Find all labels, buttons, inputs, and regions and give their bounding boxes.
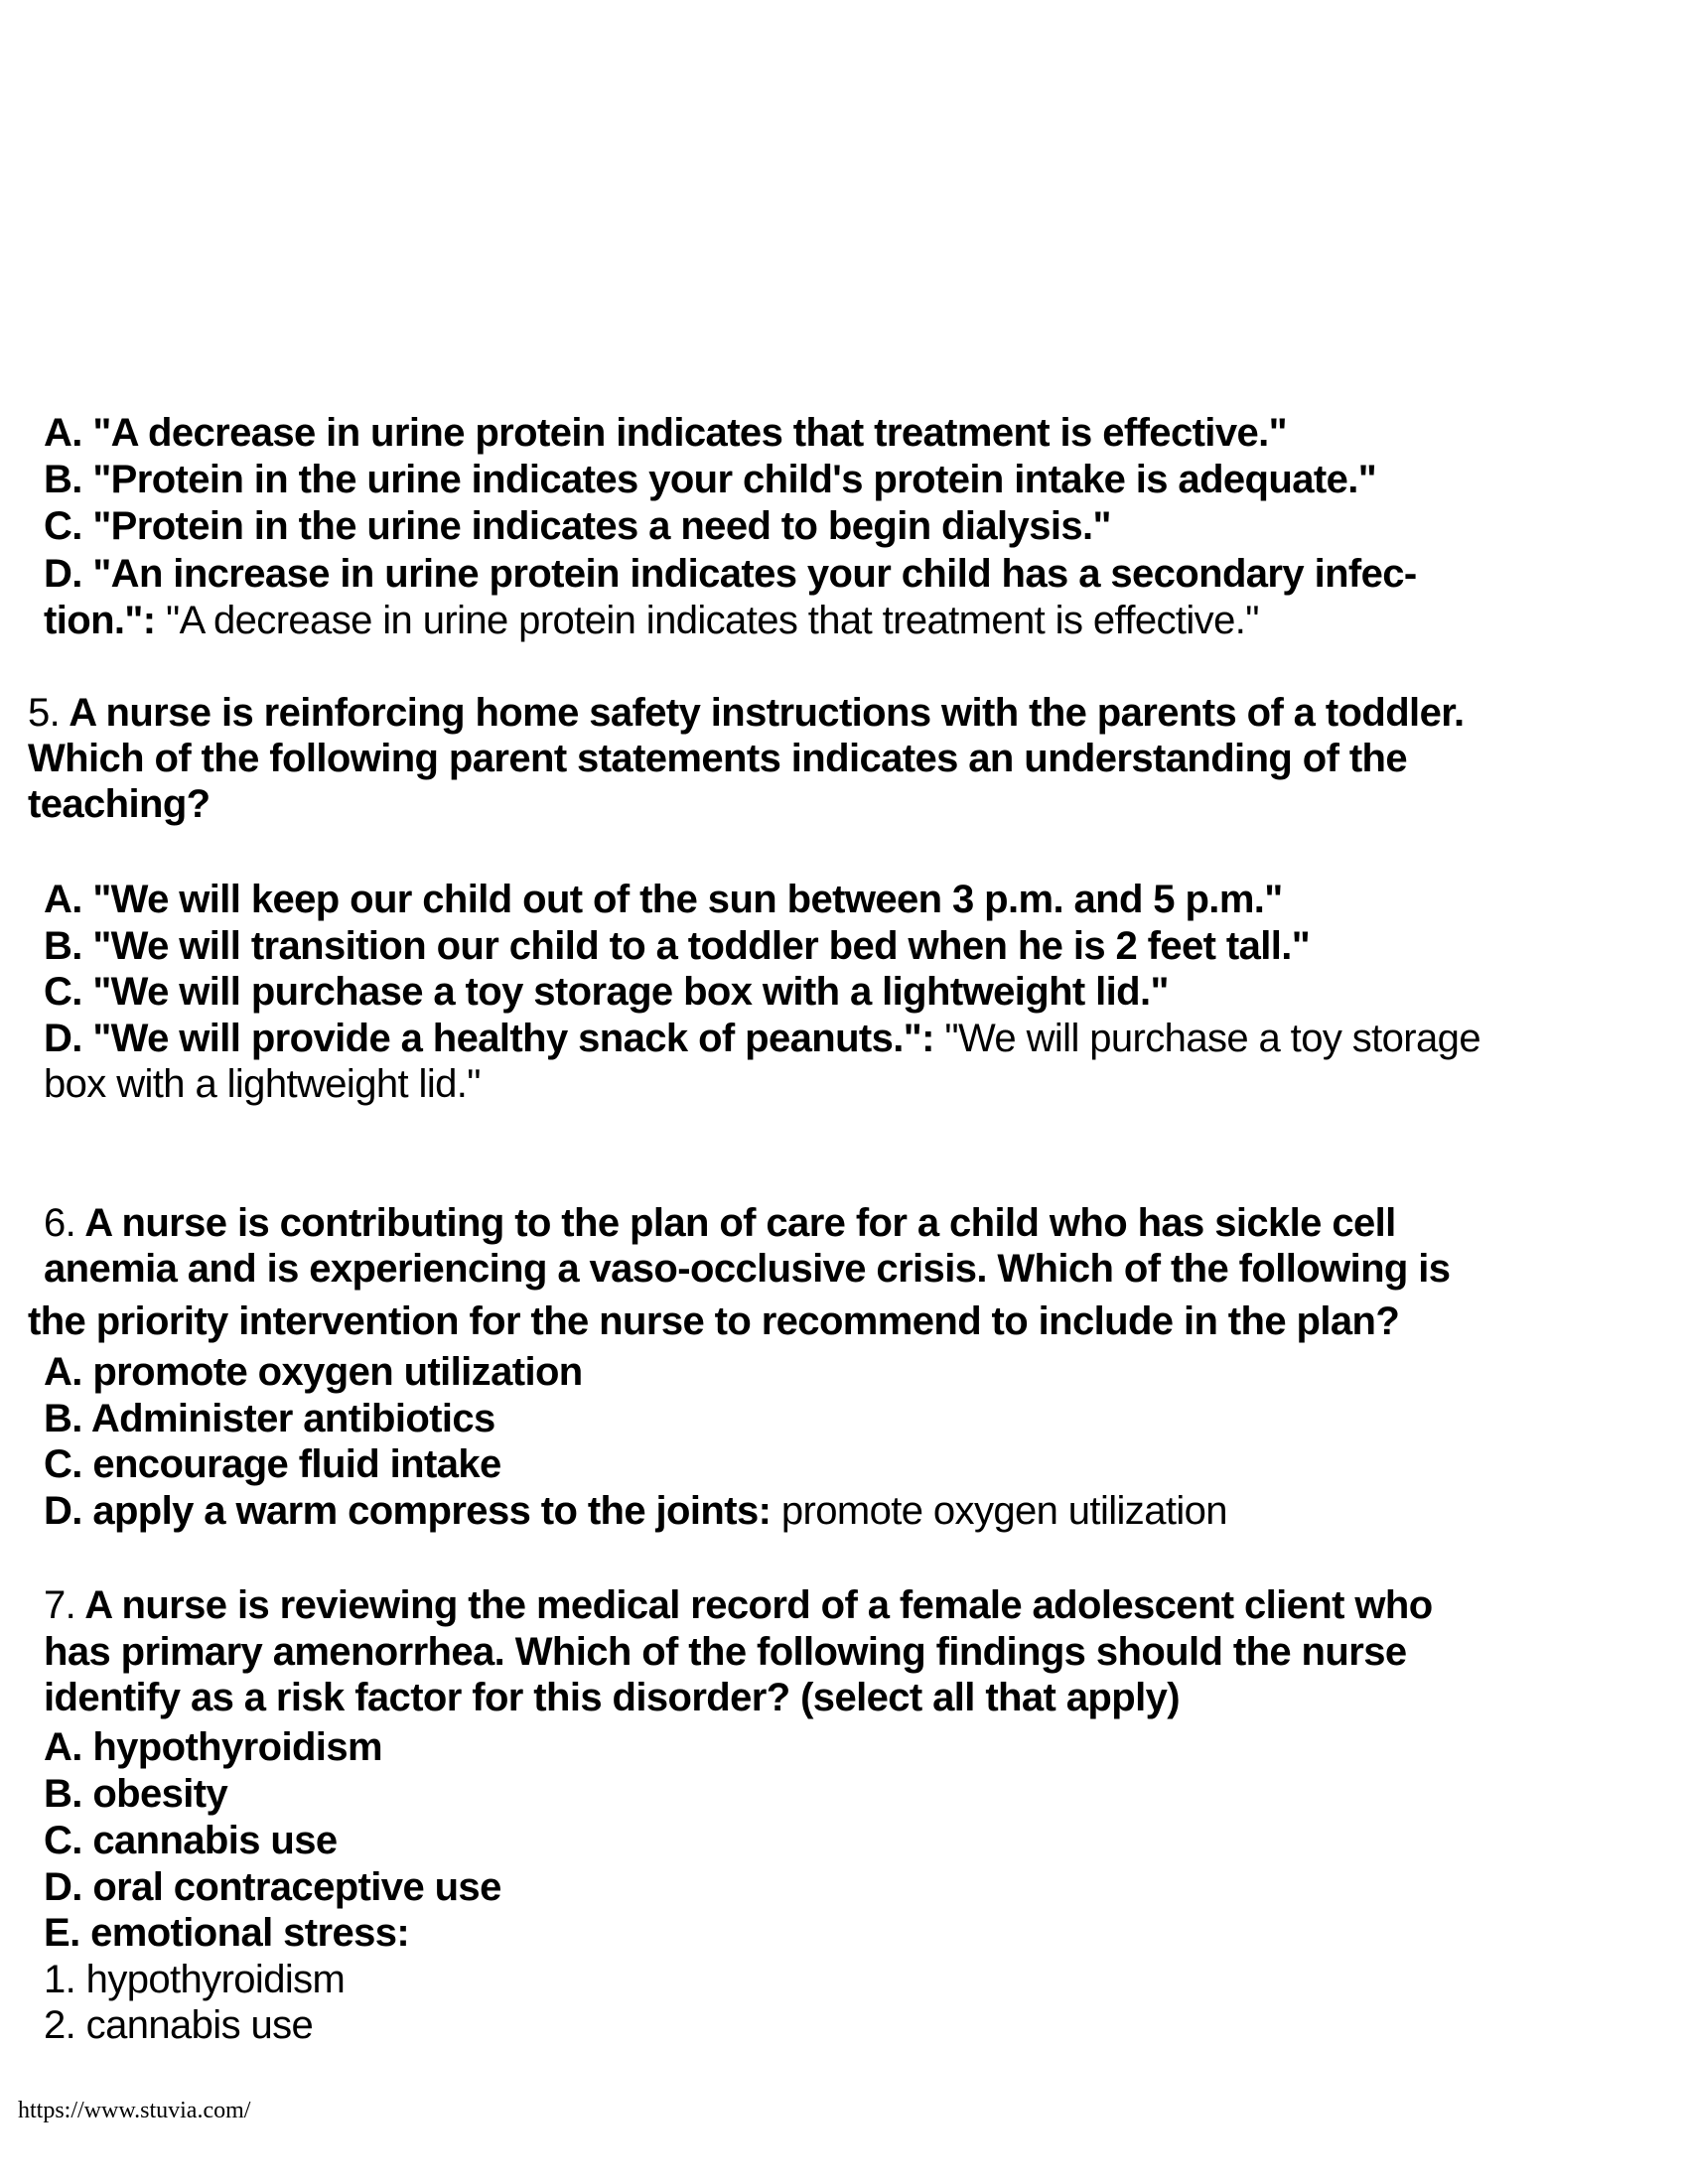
q6-option-a: A. promote oxygen utilization [44,1350,583,1394]
q4-answer-line [44,597,1259,644]
q4-option-b: B. "Protein in the urine indicates your child's protein intake is adequate." [44,458,1377,501]
q5-number: 5. [28,691,61,735]
q7-option-c: C. cannabis use [44,1819,338,1862]
q7-question-text: A nurse is reviewing the medical record of a female adolescent client who [75,1583,1433,1627]
q6-option-d: D. apply a warm compress to the joints: [44,1489,772,1533]
q5-option-b: B. "We will transition our child to a toddler bed when he is 2 feet tall." [44,924,1311,968]
q6-option-b: B. Administer antibiotics [44,1397,495,1440]
q4-option-a: A. "A decrease in urine protein indicates that treatment is effective." [44,411,1287,455]
q6-question-text: A nurse is contributing to the plan of care for a child who has sickle cell [75,1201,1396,1245]
q5-question-line-3: teaching? [28,782,211,826]
q4-option-d-tail: tion.": [44,599,156,642]
q5-answer: "We will purchase a toy storage [933,1017,1480,1060]
footer-url[interactable]: https://www.stuvia.com/ [18,2098,251,2123]
q6-option-d-line [44,1487,1227,1535]
q4-option-d: D. "An increase in urine protein indicates your child has a secondary infec- [44,552,1417,596]
q7-option-d: D. oral contraceptive use [44,1865,501,1909]
q5-answer-line-2: box with a lightweight lid." [44,1062,481,1106]
q7-answer-1: 1. hypothyroidism [44,1958,346,2001]
q4-answer: "A decrease in urine protein indicates that treatment is effective." [155,599,1259,642]
q5-option-c: C. "We will purchase a toy storage box with a lightweight lid." [44,970,1169,1014]
q6-question-line-1 [44,1199,1396,1247]
q6-question-line-3: the priority intervention for the nurse to recommend to include in the plan? [28,1299,1400,1343]
q5-question-line-1 [28,689,1465,737]
q5-option-d-line [44,1015,1480,1062]
q5-question-text: A nurse is reinforcing home safety instructions with the parents of a toddler. [60,691,1465,735]
q7-number: 7. [44,1583,76,1627]
q7-option-b: B. obesity [44,1772,228,1816]
q7-answer-2: 2. cannabis use [44,2003,314,2047]
q5-question-line-2: Which of the following parent statements indicates an understanding of the [28,737,1408,780]
q6-number: 6. [44,1201,76,1245]
q6-question-line-2: anemia and is experiencing a vaso-occlusive crisis. Which of the following is [44,1247,1451,1291]
q4-option-c: C. "Protein in the urine indicates a need to begin dialysis." [44,504,1111,548]
q7-question-line-1 [44,1581,1433,1629]
q6-answer: promote oxygen utilization [771,1489,1227,1533]
q5-option-d: D. "We will provide a healthy snack of peanuts.": [44,1017,934,1060]
q5-option-a: A. "We will keep our child out of the sun between 3 p.m. and 5 p.m." [44,878,1283,921]
q7-question-line-3: identify as a risk factor for this disorder? (select all that apply) [44,1676,1180,1719]
q6-option-c: C. encourage fluid intake [44,1442,501,1486]
q7-question-line-2: has primary amenorrhea. Which of the following findings should the nurse [44,1630,1407,1674]
q7-option-a: A. hypothyroidism [44,1725,382,1769]
q7-option-e: E. emotional stress: [44,1911,410,1955]
